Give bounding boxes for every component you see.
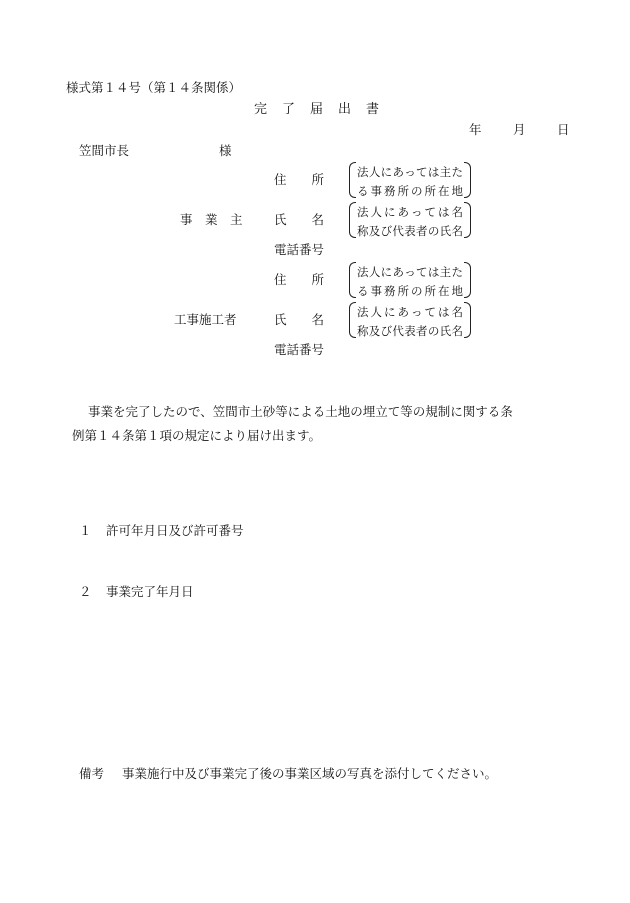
contractor-role: 工事施工者 xyxy=(174,312,237,327)
item-2-number: ２ xyxy=(79,584,92,599)
bracket-right xyxy=(464,262,471,298)
contractor-address-note xyxy=(354,262,466,298)
bracket-right xyxy=(464,162,471,198)
contractor-address-label: 住 所 xyxy=(274,272,325,287)
addressee-honorific: 様 xyxy=(219,143,232,158)
bracket-right xyxy=(464,302,471,338)
remarks-text: 事業施行中及び事業完了後の事業区域の写真を添付してください。 xyxy=(122,766,498,781)
item-1-label: 許可年月日及び許可番号 xyxy=(106,523,244,538)
note-line: 法人にあっては名 xyxy=(357,305,463,319)
business-owner-phone-label: 電話番号 xyxy=(274,242,325,257)
business-owner-address-label: 住 所 xyxy=(274,172,325,187)
date-day: 日 xyxy=(557,122,570,137)
statement-line-2: 例第１４条第１項の規定により届け出ます。 xyxy=(72,428,322,443)
note-line: 称及び代表者の氏名 xyxy=(357,324,463,338)
remarks-label: 備考 xyxy=(79,766,105,781)
date-month: 月 xyxy=(513,122,526,137)
statement xyxy=(72,400,576,448)
contractor-name-label: 氏 名 xyxy=(274,312,325,327)
date-year: 年 xyxy=(469,122,482,137)
note-line: 法人にあっては主た xyxy=(357,265,463,279)
bracket-left xyxy=(349,162,356,198)
form-number: 様式第１４号（第１４条関係） xyxy=(66,80,242,95)
bracket-left xyxy=(349,202,356,238)
note-line: 称及び代表者の氏名 xyxy=(357,224,463,238)
note-line: 法人にあっては主た xyxy=(357,165,463,179)
bracket-right xyxy=(464,202,471,238)
addressee: 笠間市長 xyxy=(79,143,130,158)
note-line: る事務所の所在地 xyxy=(357,184,463,198)
business-owner-name-label: 氏 名 xyxy=(274,212,325,227)
item-2-label: 事業完了年月日 xyxy=(106,584,194,599)
contractor-phone-label: 電話番号 xyxy=(274,342,325,357)
business-owner-name-note xyxy=(354,202,466,238)
item-1-number: １ xyxy=(79,523,92,538)
note-line: 法人にあっては名 xyxy=(357,205,463,219)
bracket-left xyxy=(349,262,356,298)
statement-line-1: 事業を完了したので、笠間市土砂等による土地の埋立て等の規制に関する条 xyxy=(88,404,513,419)
note-line: る事務所の所在地 xyxy=(357,284,463,298)
document-title: 完 了 届 出 書 xyxy=(254,102,381,117)
business-owner-role: 事 業 主 xyxy=(180,212,243,227)
bracket-left xyxy=(349,302,356,338)
business-owner-address-note xyxy=(354,162,466,198)
contractor-name-note xyxy=(354,302,466,338)
